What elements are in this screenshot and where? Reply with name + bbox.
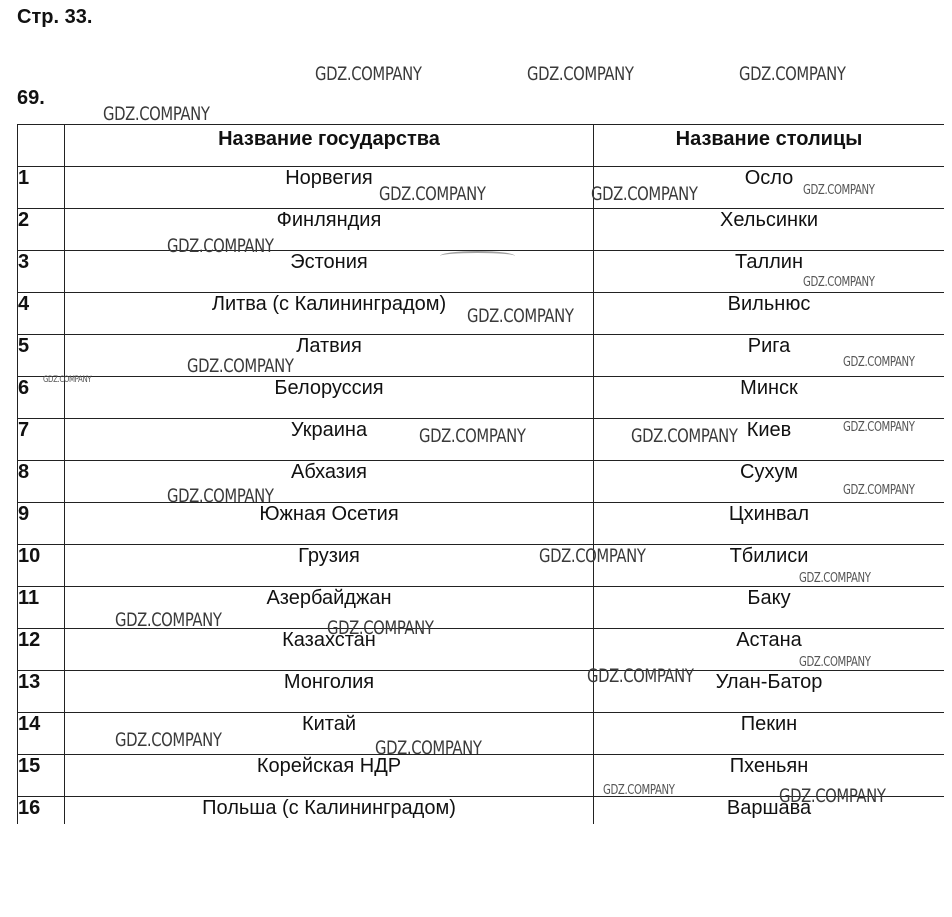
watermark-text: GDZ.COMPANY [739, 63, 846, 85]
watermark-text: GDZ.COMPANY [799, 655, 871, 670]
table-row [18, 545, 945, 587]
state-name-cell: Финляндия [65, 209, 594, 251]
table-row [18, 461, 945, 503]
watermark-text: GDZ.COMPANY [603, 783, 675, 798]
table-row [18, 755, 945, 797]
row-number: 11 [18, 587, 65, 629]
watermark-text: GDZ.COMPANY [375, 737, 482, 759]
capitals-table-container [17, 124, 944, 824]
watermark-text: GDZ.COMPANY [419, 425, 526, 447]
table-row [18, 713, 945, 755]
row-number: 7 [18, 419, 65, 461]
watermark-text: GDZ.COMPANY [591, 183, 698, 205]
capital-name-cell: Варшава [594, 797, 945, 825]
state-name-cell: Белоруссия [65, 377, 594, 419]
header-number [18, 125, 65, 167]
state-name-cell: Норвегия [65, 167, 594, 209]
capital-name-cell: Улан-Батор [594, 671, 945, 713]
state-name-cell: Эстония [65, 251, 594, 293]
state-name-cell: Польша (с Калининградом) [65, 797, 594, 825]
watermark-text: GDZ.COMPANY [631, 425, 738, 447]
watermark-text: GDZ.COMPANY [527, 63, 634, 85]
state-name-cell: Грузия [65, 545, 594, 587]
capitals-table [17, 124, 944, 824]
state-name-cell: Абхазия [65, 461, 594, 503]
capital-name-cell: Киев [594, 419, 945, 461]
watermark-text: GDZ.COMPANY [843, 483, 915, 498]
capital-name-cell: Осло [594, 167, 945, 209]
state-name-cell: Корейская НДР [65, 755, 594, 797]
watermark-text: GDZ.COMPANY [167, 485, 274, 507]
row-number: 16 [18, 797, 65, 825]
row-number: 8 [18, 461, 65, 503]
row-number: 1 [18, 167, 65, 209]
row-number: 2 [18, 209, 65, 251]
state-name-cell: Литва (с Калининградом) [65, 293, 594, 335]
state-name-cell: Азербайджан [65, 587, 594, 629]
row-number: 9 [18, 503, 65, 545]
watermark-text: GDZ.COMPANY [803, 275, 875, 290]
watermark-text: GDZ.COMPANY [379, 183, 486, 205]
page-label: Стр. 33. [17, 6, 93, 28]
capital-name-cell: Вильнюс [594, 293, 945, 335]
header-capital-name: Название столицы [594, 125, 945, 167]
watermark-text: GDZ.COMPANY [167, 235, 274, 257]
table-row [18, 797, 945, 825]
watermark-text: GDZ.COMPANY [115, 609, 222, 631]
row-number: 3 [18, 251, 65, 293]
state-name-cell: Монголия [65, 671, 594, 713]
row-number: 15 [18, 755, 65, 797]
watermark-text: GDZ.COMPANY [315, 63, 422, 85]
capital-name-cell: Пхеньян [594, 755, 945, 797]
scan-smudge [440, 251, 515, 261]
table-row [18, 293, 945, 335]
table-header-row [18, 125, 945, 167]
row-number: 5 [18, 335, 65, 377]
capital-name-cell: Тбилиси [594, 545, 945, 587]
capital-name-cell: Рига [594, 335, 945, 377]
row-number: 4 [18, 293, 65, 335]
watermark-text: GDZ.COMPANY [587, 665, 694, 687]
watermark-text: GDZ.COMPANY [843, 420, 915, 435]
watermark-text: GDZ.COMPANY [103, 103, 210, 125]
capital-name-cell: Баку [594, 587, 945, 629]
state-name-cell: Украина [65, 419, 594, 461]
row-number: 12 [18, 629, 65, 671]
row-number: 14 [18, 713, 65, 755]
watermark-text: GDZ.COMPANY [843, 355, 915, 370]
capital-name-cell: Сухум [594, 461, 945, 503]
table-row [18, 419, 945, 461]
watermark-text: GDZ.COMPANY [187, 355, 294, 377]
state-name-cell: Китай [65, 713, 594, 755]
state-name-cell: Латвия [65, 335, 594, 377]
watermark-text: GDZ.COMPANY [803, 183, 875, 198]
table-row [18, 377, 945, 419]
state-name-cell: Казахстан [65, 629, 594, 671]
row-number: 6 [18, 377, 65, 419]
state-name-cell: Южная Осетия [65, 503, 594, 545]
capital-name-cell: Хельсинки [594, 209, 945, 251]
capital-name-cell: Пекин [594, 713, 945, 755]
row-number: 10 [18, 545, 65, 587]
table-row [18, 671, 945, 713]
table-row [18, 503, 945, 545]
watermark-text: GDZ.COMPANY [327, 617, 434, 639]
watermark-text: GDZ.COMPANY [467, 305, 574, 327]
capital-name-cell: Таллин [594, 251, 945, 293]
capital-name-cell: Минск [594, 377, 945, 419]
table-row [18, 335, 945, 377]
capital-name-cell: Астана [594, 629, 945, 671]
watermark-text: GDZ.COMPANY [799, 571, 871, 586]
table-row [18, 629, 945, 671]
task-number: 69. [17, 87, 45, 109]
watermark-text: GDZ.COMPANY [779, 785, 886, 807]
watermark-text: GDZ.COMPANY [43, 375, 92, 385]
watermark-text: GDZ.COMPANY [115, 729, 222, 751]
table-row [18, 587, 945, 629]
table-row [18, 167, 945, 209]
table-row [18, 209, 945, 251]
row-number: 13 [18, 671, 65, 713]
header-state-name: Название государства [65, 125, 594, 167]
watermark-text: GDZ.COMPANY [539, 545, 646, 567]
capital-name-cell: Цхинвал [594, 503, 945, 545]
